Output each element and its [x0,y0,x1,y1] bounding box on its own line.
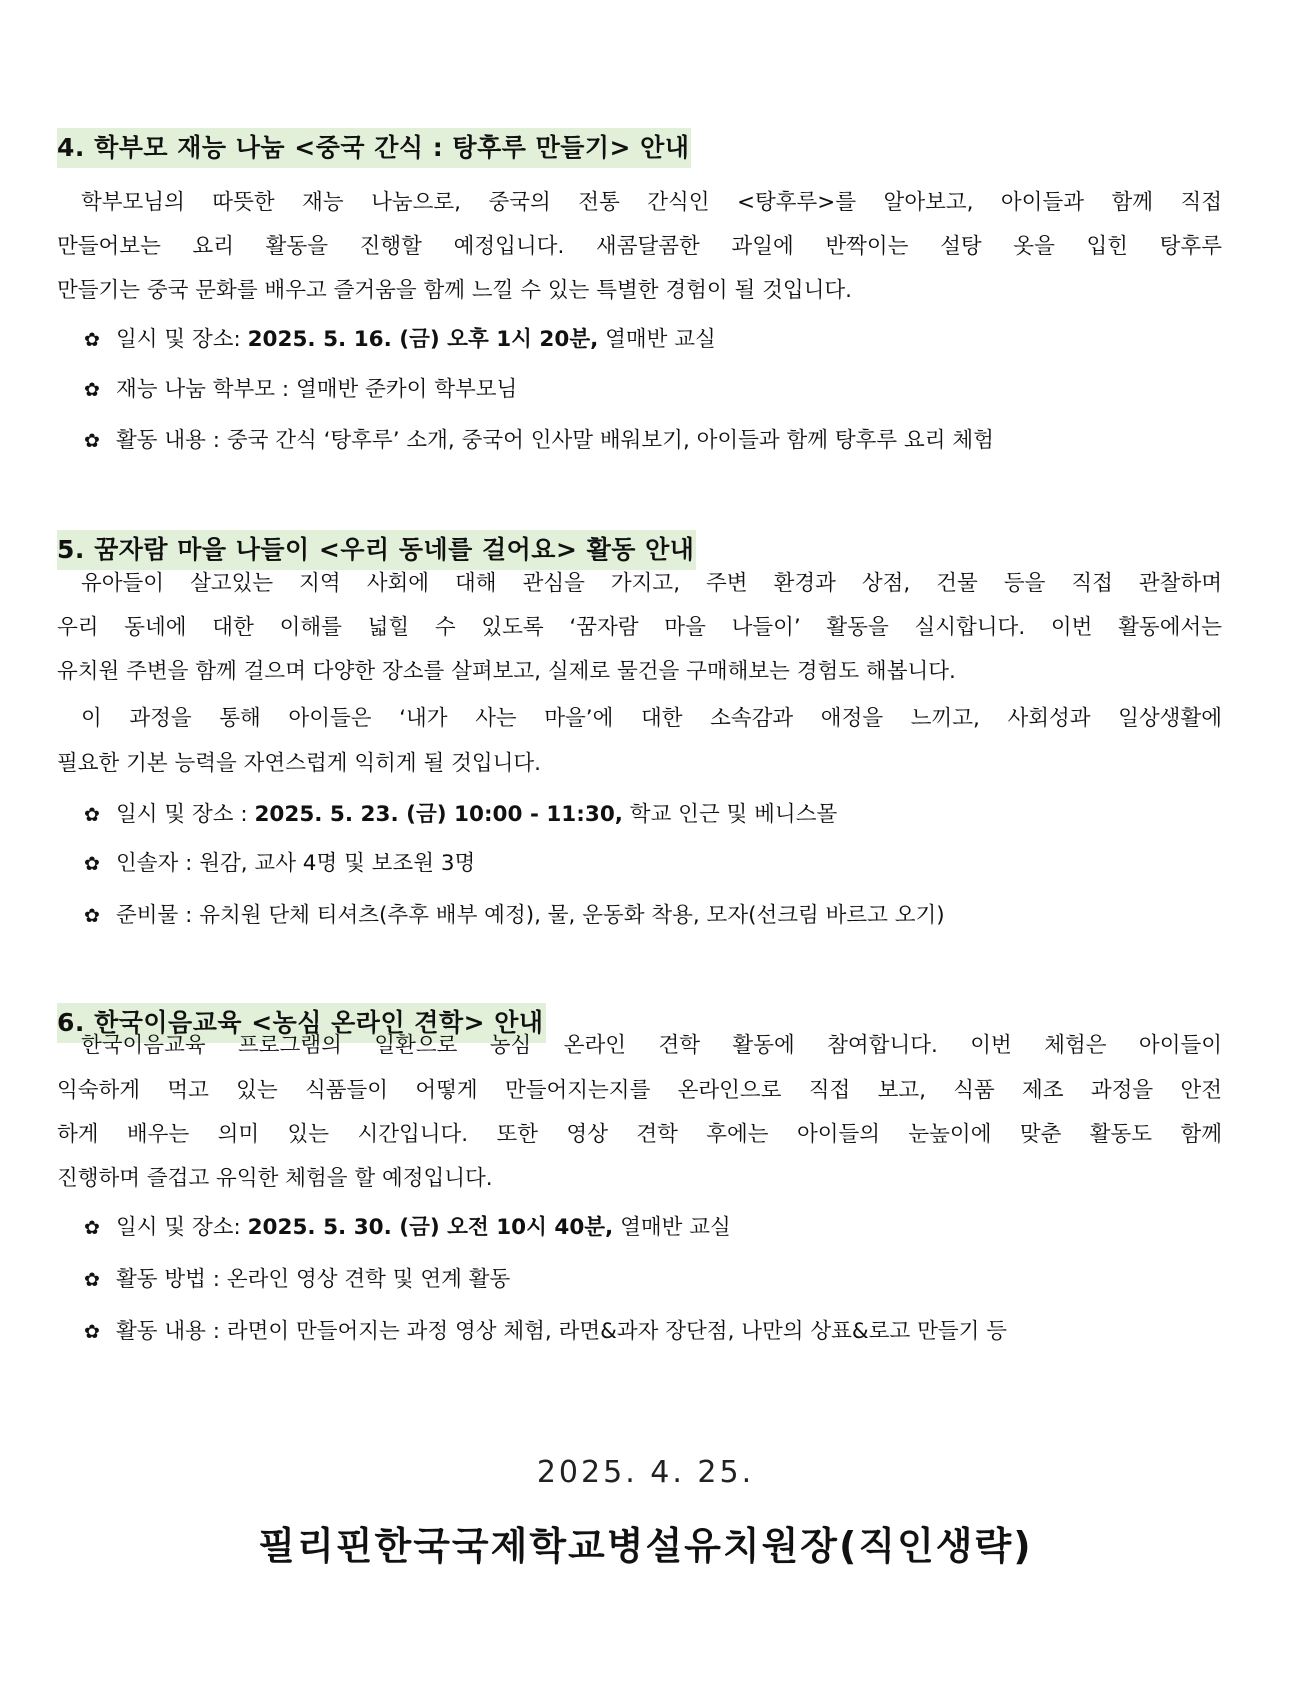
flower-icon: ✿ [84,853,100,875]
bullet-label: 인솔자 : 원감, 교사 4명 및 보조원 3명 [116,851,476,876]
section-heading: 4. 학부모 재능 나눔 <중국 간식 : 탕후루 만들기> 안내 [57,128,691,168]
paragraph-line: 필요한 기본 능력을 자연스럽게 익히게 될 것입니다. [57,751,541,776]
paragraph-line: 학부모님의 따뜻한 재능 나눔으로, 중국의 전통 간식인 <탕후루>를 알아보고, 아이들과 함께 직접 [81,190,1222,215]
flower-icon: ✿ [84,379,100,401]
bullet-label: 활동 내용 : 라면이 만들어지는 과정 영상 체험, 라면&과자 장단점, 나만의 상표&로고 만들기 등 [116,1319,1007,1344]
bullet-emphasis: 2025. 5. 23. (금) 10:00 - 11:30, [254,802,623,827]
bullet-label: 활동 방법 : 온라인 영상 견학 및 연계 활동 [116,1267,511,1292]
flower-icon: ✿ [84,329,100,351]
bullet-item [84,375,517,405]
paragraph-line: 익숙하게 먹고 있는 식품들이 어떻게 만들어지는지를 온라인으로 직접 보고, 식품 제조 과정을 안전 [57,1078,1222,1103]
bullet-label: 활동 내용 : 중국 간식 ‘탕후루’ 소개, 중국어 인사말 배워보기, 아이들과 함께 탕후루 요리 체험 [116,428,994,453]
bullet-item [84,901,945,931]
bullet-label: 재능 나눔 학부모 : 열매반 준카이 학부모님 [116,377,518,402]
document-date: 2025. 4. 25. [536,1455,755,1490]
bullet-detail: 학교 인근 및 베니스몰 [622,802,838,827]
bullet-item [84,800,837,830]
flower-icon: ✿ [84,905,100,927]
bullet-label: 일시 및 장소 : [116,802,255,827]
section-heading: 6. 한국이음교육 <농심 온라인 견학> 안내 [57,1003,546,1043]
flower-icon: ✿ [84,1217,100,1239]
bullet-label: 준비물 : 유치원 단체 티셔츠(추후 배부 예정), 물, 운동화 착용, 모자(선크림 바르고 오기) [116,903,945,928]
paragraph-line: 하게 배우는 의미 있는 시간입니다. 또한 영상 견학 후에는 아이들의 눈높이에 맞춘 활동도 함께 [57,1122,1222,1147]
bullet-label: 일시 및 장소: [116,327,248,352]
paragraph-line: 우리 동네에 대한 이해를 넓힐 수 있도록 ‘꿈자람 마을 나들이’ 활동을 실시합니다. 이번 활동에서는 [57,615,1222,640]
flower-icon: ✿ [84,1269,100,1291]
bullet-item [84,1213,731,1243]
bullet-emphasis: 2025. 5. 16. (금) 오후 1시 20분, [247,327,599,352]
bullet-item [84,325,716,355]
bullet-label: 일시 및 장소: [116,1215,248,1240]
paragraph-line: 유아들이 살고있는 지역 사회에 대해 관심을 가지고, 주변 환경과 상점, 건물 등을 직접 관찰하며 [81,571,1222,596]
paragraph-line: 한국이음교육 프로그램의 일환으로 농심 온라인 견학 활동에 참여합니다. 이번 체험은 아이들이 [81,1033,1222,1058]
paragraph-line: 이 과정을 통해 아이들은 ‘내가 사는 마을’에 대한 소속감과 애정을 느끼고, 사회성과 일상생활에 [81,706,1222,731]
bullet-emphasis: 2025. 5. 30. (금) 오전 10시 40분, [247,1215,614,1240]
paragraph-line: 만들기는 중국 문화를 배우고 즐거움을 함께 느낄 수 있는 특별한 경험이 될 것입니다. [57,278,852,303]
flower-icon: ✿ [84,804,100,826]
flower-icon: ✿ [84,1321,100,1343]
paragraph-line: 유치원 주변을 함께 걸으며 다양한 장소를 살펴보고, 실제로 물건을 구매해보는 경험도 해봅니다. [57,659,956,684]
bullet-item [84,1317,1007,1347]
bullet-detail: 열매반 교실 [613,1215,731,1240]
flower-icon: ✿ [84,430,100,452]
bullet-item [84,426,994,456]
bullet-detail: 열매반 교실 [598,327,716,352]
paragraph-line: 진행하며 즐겁고 유익한 체험을 할 예정입니다. [57,1166,493,1191]
paragraph-line: 만들어보는 요리 활동을 진행할 예정입니다. 새콤달콤한 과일에 반짝이는 설탕 옷을 입힌 탕후루 [57,234,1222,259]
bullet-item [84,1265,510,1295]
section-heading: 5. 꿈자람 마을 나들이 <우리 동네를 걸어요> 활동 안내 [57,530,696,570]
bullet-item [84,849,475,879]
signature-line: 필리핀한국국제학교병설유치원장(직인생략) [258,1524,1033,1568]
